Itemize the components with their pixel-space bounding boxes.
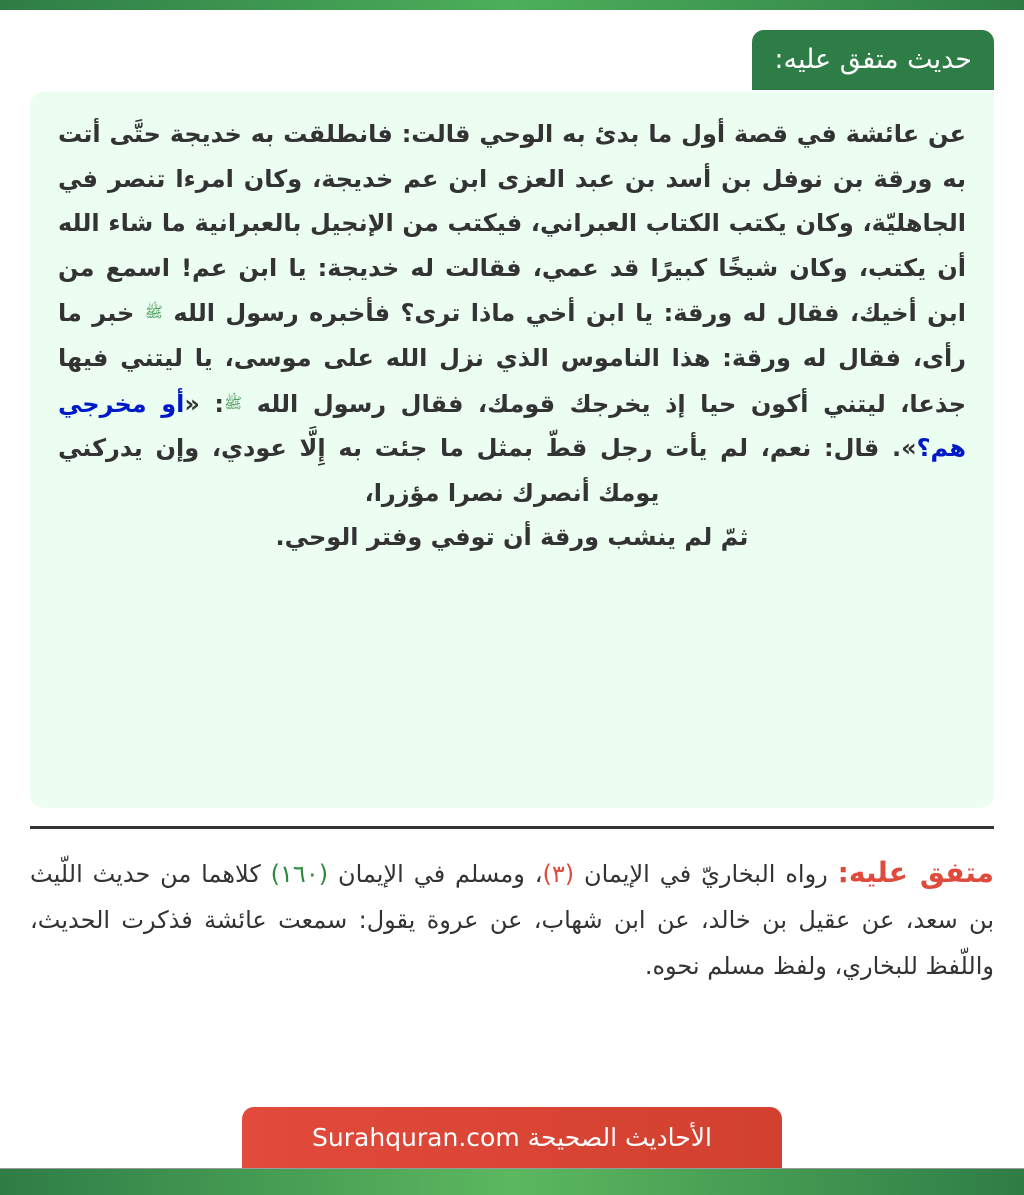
salawat-icon: ﷺ — [144, 303, 163, 322]
site-brand-badge[interactable] — [242, 1107, 782, 1169]
prophet-quote: أو مخرجي هم؟ — [58, 389, 966, 463]
hadith-part-1: عن عائشة في قصة أول ما بدئ به الوحي قالت: فانطلقت به خديجة حتَّى أتت به ورقة بن نوفل بن أسد بن عبد العزى ابن عم خديجة، وكان امرءا تنصر في الجاهليّة، وكان يكتب الكتاب العبراني، فيكتب من الإنجيل بالعبرانية ما شاء الله أن يكتب، وكان شيخًا كبيرًا قد عمي، فقالت له خديجة: يا ابن عم! اسمع من ابن أخيك، فقال له ورقة: يا ابن أخي ماذا ترى؟ فأخبره رسول الله — [58, 120, 967, 328]
grading-label: متفق عليه: — [837, 856, 994, 889]
hadith-part-2: خبر ما رأى، فقال له ورقة: هذا الناموس الذي نزل الله على موسى، يا ليتني فيها جذعا، ليتني أكون حيا إذ يخرجك قومك، فقال رسول الله — [58, 299, 966, 418]
hadith-body — [58, 112, 966, 560]
top-decorative-bar — [0, 0, 1024, 10]
hadith-text-box — [30, 92, 994, 808]
hadith-quote-open: : « — [184, 389, 225, 418]
takhrij-commentary — [30, 850, 994, 989]
section-title-tab — [752, 30, 994, 90]
commentary-text-3: كلاهما من حديث اللّيث بن سعد، عن عقيل بن خالد، عن ابن شهاب، عن عروة يقول: سمعت عائشة فذكرت الحديث، واللّفظ للبخاري، ولفظ مسلم نحوه. — [30, 860, 994, 980]
salawat-icon: ﷺ — [224, 393, 243, 412]
bottom-decorative-bar — [0, 1168, 1024, 1195]
section-title: حديث متفق عليه: — [774, 44, 972, 75]
muslim-reference: (١٦٠) — [270, 860, 329, 888]
commentary-text-1: رواه البخاريّ في الإيمان — [583, 860, 828, 888]
brand-label: الأحاديث الصحيحة Surahquran.com — [312, 1123, 712, 1152]
section-divider — [30, 826, 994, 829]
commentary-text-2: ، ومسلم في الإيمان — [337, 860, 543, 888]
bukhari-reference: (٣) — [542, 860, 575, 888]
hadith-closing: ثمّ لم ينشب ورقة أن توفي وفتر الوحي. — [275, 523, 749, 552]
hadith-part-4: ». قال: نعم، لم يأت رجل قطّ بمثل ما جئت به إِلَّا عودي، وإن يدركني يومك أنصرك نصرا مؤزرا، — [58, 434, 917, 507]
